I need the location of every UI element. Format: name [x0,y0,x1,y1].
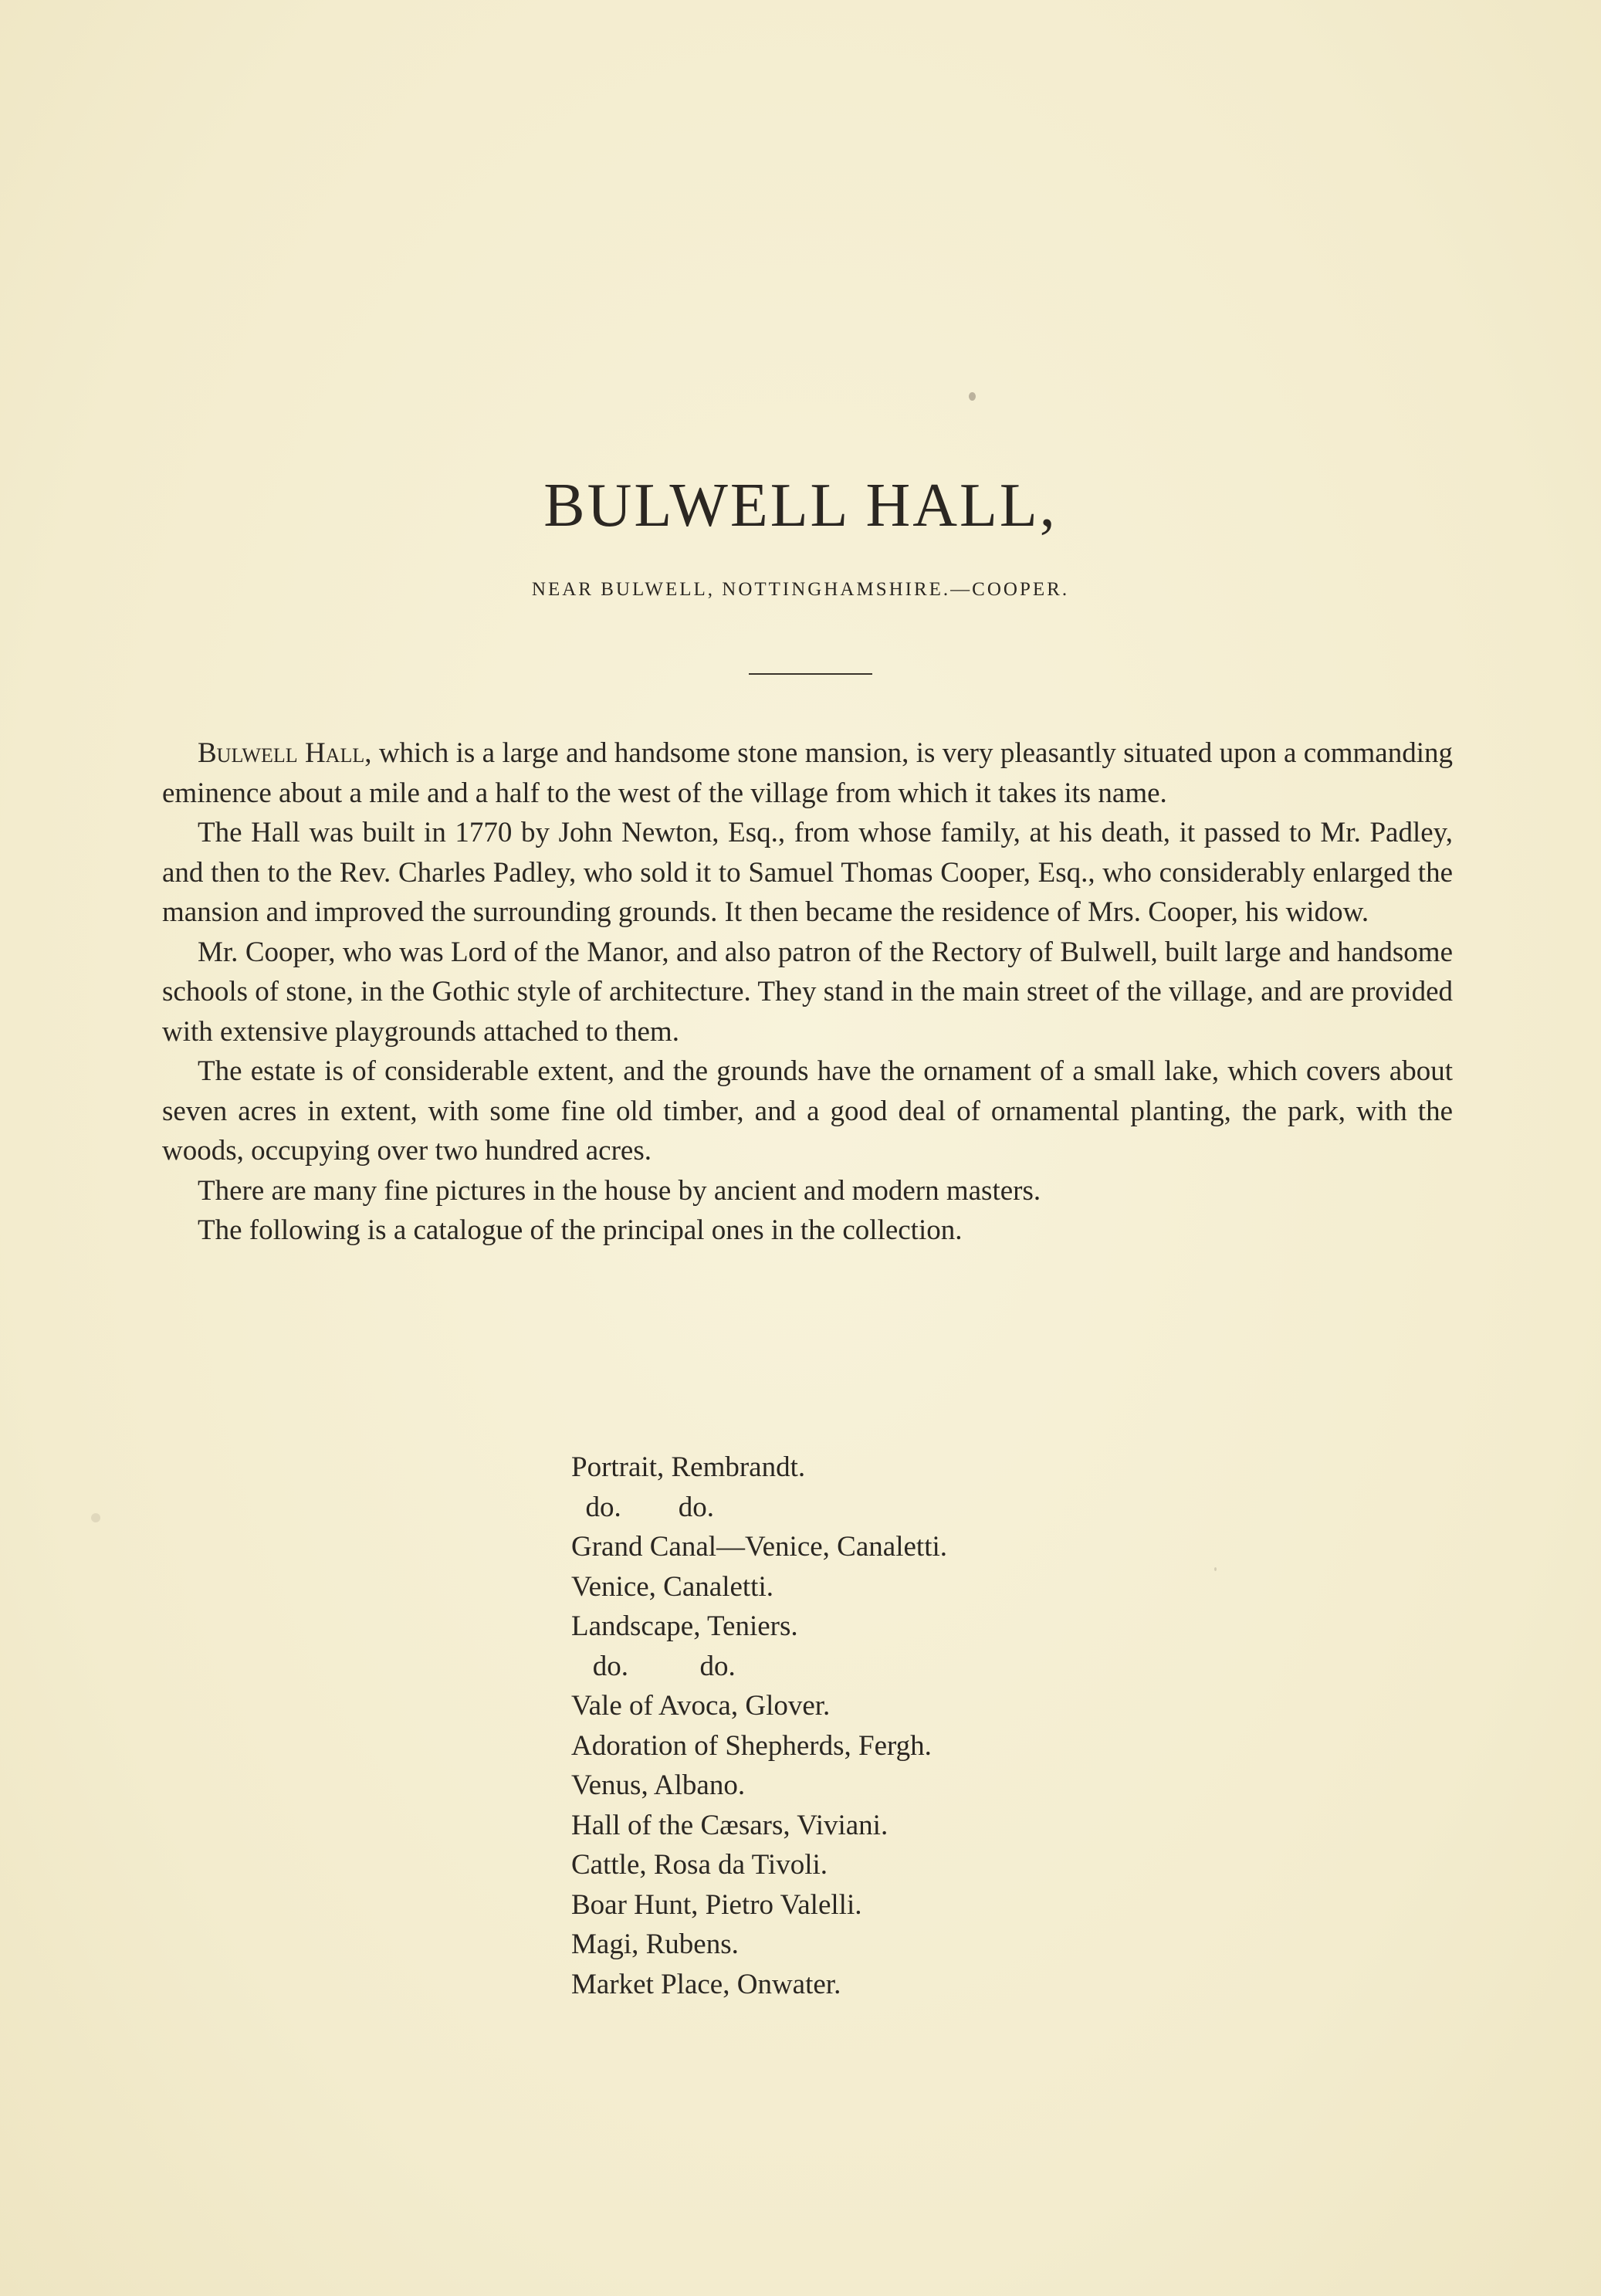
catalogue-item: Venice, Canaletti. [571,1570,773,1603]
picture-catalogue [571,1448,1266,2004]
catalogue-item: Vale of Avoca, Glover. [571,1690,831,1722]
catalogue-item: Magi, Rubens. [571,1929,739,1960]
paragraph: The Hall was built in 1770 by John Newton, Esq., from whose family, at his death, it passed to Mr. Padley, and then to the Rev. Charles Padley, who sold it to Samuel Thomas Cooper, Esq., who considerably enlarged the mansion and improved the surrounding grounds. It then became the residence of Mrs. Cooper, his widow. [162,817,1453,928]
paragraph: The following is a catalogue of the principal ones in the collection. [198,1214,963,1246]
catalogue-item: Adoration of Shepherds, Fergh. [571,1729,932,1762]
catalogue-item: Boar Hunt, Pietro Valelli. [571,1888,862,1921]
catalogue-item: Venus, Albano. [571,1769,746,1801]
lead-phrase: Bulwell Hall, [198,737,372,769]
paragraph: Mr. Cooper, who was Lord of the Manor, and also patron of the Rectory of Bulwell, built large and handsome schools of stone, in the Gothic style of architecture. They stand in the main street of the village, and are provided with extensive playgrounds attached to them. [162,936,1453,1048]
paragraph: The estate is of considerable extent, and the grounds have the ornament of a small lake, which covers about seven acres in extent, with some fine old timber, and a good deal of ornamental planting, the park, with the woods, occupying over two hundred acres. [162,1055,1453,1167]
catalogue-item: do. do. [571,1491,714,1523]
catalogue-item: Hall of the Cæsars, Viviani. [571,1809,889,1841]
catalogue-item: Landscape, Teniers. [571,1610,798,1642]
ink-speck [969,392,976,401]
catalogue-item: Grand Canal—Venice, Canaletti. [571,1531,947,1563]
ink-speck [91,1513,100,1522]
page-subtitle: NEAR BULWELL, NOTTINGHAMSHIRE.—COOPER. [531,579,1070,600]
catalogue-item: do. do. [571,1650,736,1682]
catalogue-item: Market Place, Onwater. [571,1968,841,2000]
body-text [162,733,1453,1251]
catalogue-item: Cattle, Rosa da Tivoli. [571,1849,828,1881]
catalogue-item: Portrait, Rembrandt. [571,1451,806,1483]
paragraph [162,733,1453,813]
title-divider [749,673,872,675]
paragraph: There are many fine pictures in the house by ancient and modern masters. [198,1174,1041,1207]
page-title: BULWELL HALL, [543,472,1058,540]
paragraph-text: which is a large and handsome stone mansion, is very pleasantly situated upon a commanding eminence about a mile and a half to the west of the village from which it takes its name. [162,737,1453,809]
